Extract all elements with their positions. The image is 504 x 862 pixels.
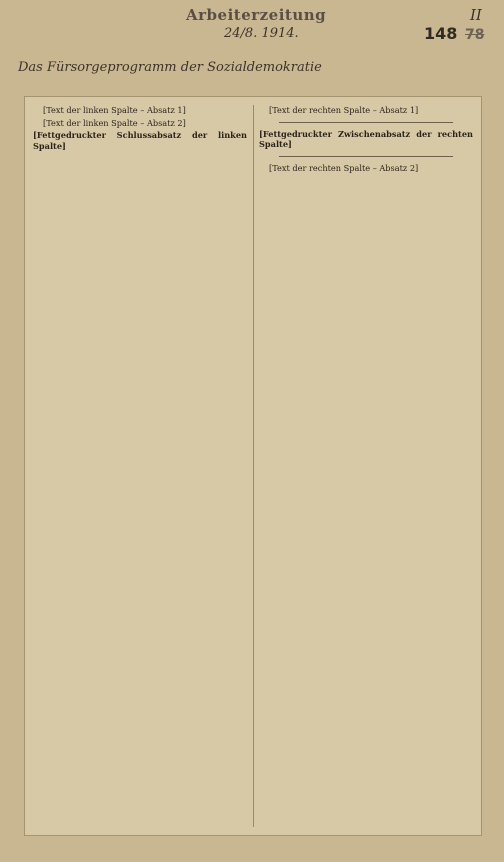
article-column-left <box>33 105 247 827</box>
handwritten-date: 24/8. 1914. <box>224 26 299 41</box>
column-divider <box>253 105 254 827</box>
article-paragraph: [Text der linken Spalte – Absatz 1] <box>43 105 186 115</box>
paragraph-rule <box>279 156 453 157</box>
handwritten-title: Das Fürsorgeprogramm der Sozialdemokratie <box>18 60 322 75</box>
bold-paragraph: [Fettgedruckter Zwischenabsatz der rechten Spalte] <box>259 128 473 150</box>
article-clipping <box>24 96 482 836</box>
article-column-right <box>259 105 473 827</box>
article-paragraph: [Text der linken Spalte – Absatz 2] <box>43 117 186 128</box>
article-paragraph: [Text der rechten Spalte – Absatz 2] <box>269 162 419 173</box>
bold-paragraph: [Fettgedruckter Schlussabsatz der linken Spalte] <box>33 130 247 151</box>
paragraph-rule <box>279 122 453 123</box>
article-paragraph: [Text der rechten Spalte – Absatz 1] <box>269 105 419 115</box>
roman-numeral-marker: II <box>470 6 482 24</box>
page-number-struck: 78 <box>464 27 485 43</box>
page-number-current: 148 <box>424 24 458 43</box>
newspaper-masthead: Arbeiterzeitung <box>186 6 327 24</box>
page-number <box>424 24 484 43</box>
